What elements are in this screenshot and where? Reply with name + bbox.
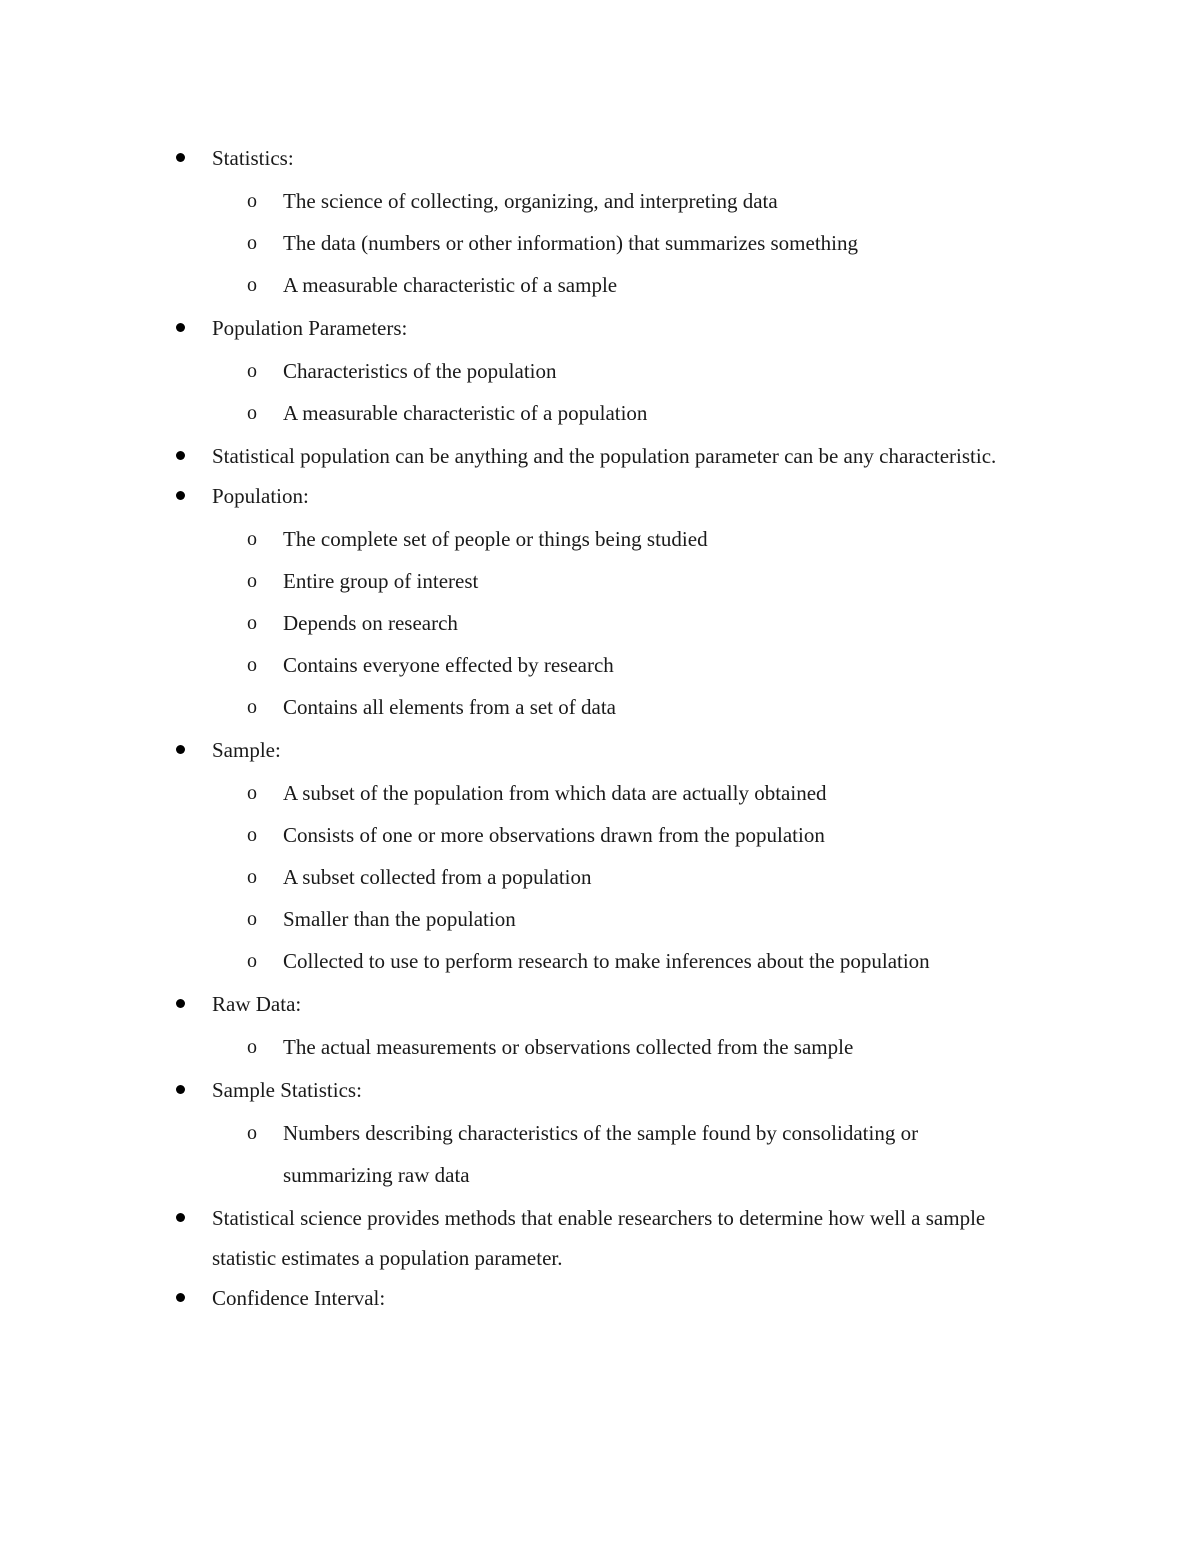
list-item-text: Confidence Interval: [212, 1286, 386, 1310]
bullet-icon [176, 153, 185, 162]
sub-list-item [212, 350, 1030, 392]
list-item-text: Statistics: [212, 146, 294, 170]
bullet-icon [176, 999, 185, 1008]
sub-list-item [212, 602, 1030, 644]
sub-list-item [212, 222, 1030, 264]
list-item [170, 1278, 1030, 1318]
bullet-icon [176, 1293, 185, 1302]
circle-bullet-icon: o [247, 1122, 257, 1144]
sub-list-item-text: Smaller than the population [283, 907, 516, 931]
circle-bullet-icon: o [247, 360, 257, 382]
list-item [170, 308, 1030, 434]
bullet-list [170, 138, 1030, 1318]
sub-list-item [212, 686, 1030, 728]
sub-list-item [212, 180, 1030, 222]
sub-list-item-text: A measurable characteristic of a population [283, 401, 648, 425]
circle-bullet-icon: o [247, 402, 257, 424]
sub-list-item [212, 814, 1030, 856]
sub-list-item-text: Entire group of interest [283, 569, 479, 593]
circle-bullet-icon: o [247, 232, 257, 254]
list-item [170, 476, 1030, 728]
sub-list [212, 350, 1030, 434]
circle-bullet-icon: o [247, 950, 257, 972]
sub-list-item-text: Consists of one or more observations drawn from the population [283, 823, 825, 847]
list-item-text: Statistical population can be anything and the population parameter can be any characteristic. [212, 444, 997, 468]
sub-list-item-text: A subset of the population from which data are actually obtained [283, 781, 827, 805]
sub-list-item [212, 264, 1030, 306]
sub-list-item-text: Depends on research [283, 611, 458, 635]
sub-list-item-text: The complete set of people or things being studied [283, 527, 708, 551]
sub-list [212, 1026, 1030, 1068]
sub-list-item-text: Numbers describing characteristics of the sample found by consolidating or summarizing raw data [283, 1121, 919, 1187]
sub-list-item-text: Contains everyone effected by research [283, 653, 614, 677]
circle-bullet-icon: o [247, 612, 257, 634]
sub-list-item [212, 392, 1030, 434]
sub-list-item-text: The data (numbers or other information) that summarizes something [283, 231, 859, 255]
list-item [170, 1070, 1030, 1196]
circle-bullet-icon: o [247, 274, 257, 296]
circle-bullet-icon: o [247, 570, 257, 592]
list-item [170, 984, 1030, 1068]
sub-list-item-text: Collected to use to perform research to make inferences about the population [283, 949, 930, 973]
circle-bullet-icon: o [247, 696, 257, 718]
circle-bullet-icon: o [247, 190, 257, 212]
sub-list-item-text: A measurable characteristic of a sample [283, 273, 618, 297]
sub-list [212, 518, 1030, 728]
list-item-text: Population Parameters: [212, 316, 408, 340]
circle-bullet-icon: o [247, 824, 257, 846]
bullet-icon [176, 745, 185, 754]
bullet-icon [176, 1213, 185, 1222]
sub-list-item-text: A subset collected from a population [283, 865, 592, 889]
list-item-text: Sample Statistics: [212, 1078, 362, 1102]
list-item [170, 1198, 1030, 1278]
bullet-icon [176, 451, 185, 460]
sub-list [212, 772, 1030, 982]
circle-bullet-icon: o [247, 782, 257, 804]
sub-list-item [212, 856, 1030, 898]
circle-bullet-icon: o [247, 866, 257, 888]
sub-list-item [212, 898, 1030, 940]
list-item [170, 730, 1030, 982]
circle-bullet-icon: o [247, 654, 257, 676]
list-item-text: Population: [212, 484, 309, 508]
sub-list-item [212, 518, 1030, 560]
list-item-text: Raw Data: [212, 992, 302, 1016]
sub-list-item-text: Characteristics of the population [283, 359, 557, 383]
list-item-text: Statistical science provides methods that enable researchers to determine how well a sample statistic estimates a population parameter. [212, 1206, 986, 1270]
circle-bullet-icon: o [247, 528, 257, 550]
sub-list-item [212, 1112, 1030, 1196]
circle-bullet-icon: o [247, 1036, 257, 1058]
bullet-icon [176, 323, 185, 332]
sub-list-item [212, 644, 1030, 686]
bullet-icon [176, 1085, 185, 1094]
sub-list-item [212, 772, 1030, 814]
list-item [170, 436, 1030, 476]
sub-list-item [212, 1026, 1030, 1068]
sub-list [212, 180, 1030, 306]
sub-list [212, 1112, 1030, 1196]
sub-list-item-text: The actual measurements or observations collected from the sample [283, 1035, 854, 1059]
sub-list-item [212, 560, 1030, 602]
list-item-text: Sample: [212, 738, 281, 762]
sub-list-item-text: Contains all elements from a set of data [283, 695, 616, 719]
bullet-icon [176, 491, 185, 500]
sub-list-item [212, 940, 1030, 982]
sub-list-item-text: The science of collecting, organizing, and interpreting data [283, 189, 778, 213]
list-item [170, 138, 1030, 306]
circle-bullet-icon: o [247, 908, 257, 930]
